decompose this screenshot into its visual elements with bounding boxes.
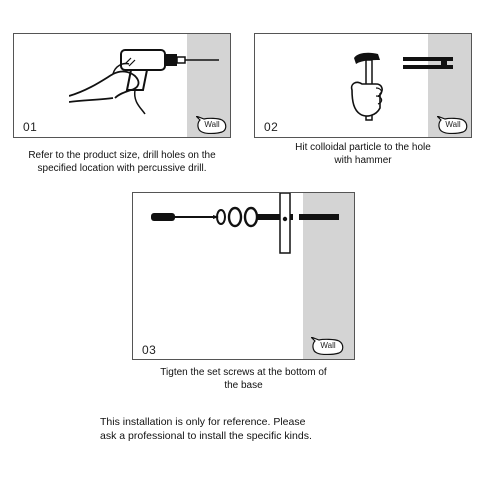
caption-line: with hammer bbox=[334, 155, 392, 166]
wall-label: Wall bbox=[204, 120, 220, 129]
step-1-panel bbox=[13, 33, 231, 138]
wall-callout-icon bbox=[437, 116, 469, 134]
step-1-caption bbox=[13, 149, 231, 175]
step-3-panel bbox=[132, 192, 355, 360]
step-number: 01 bbox=[23, 120, 38, 134]
anchor-icon bbox=[299, 213, 339, 221]
step-2-panel bbox=[254, 33, 472, 138]
footer-line: This installation is only for reference. Please bbox=[100, 416, 306, 428]
wall-label: Wall bbox=[445, 120, 461, 129]
wall-label: Wall bbox=[320, 341, 336, 350]
screwdriver-icon bbox=[151, 211, 221, 223]
caption-line: Tigten the set screws at the bottom of bbox=[160, 367, 327, 378]
drill-icon bbox=[69, 38, 231, 118]
step-2-caption bbox=[254, 141, 472, 167]
hammer-icon bbox=[340, 44, 400, 124]
bracket-icon bbox=[279, 193, 291, 255]
footer-note bbox=[100, 415, 400, 443]
caption-line: Refer to the product size, drill holes on the bbox=[28, 150, 216, 161]
step-number: 02 bbox=[264, 120, 279, 134]
caption-line: the base bbox=[224, 380, 263, 391]
wall-callout-icon bbox=[311, 337, 345, 355]
caption-line: specified location with percussive drill. bbox=[37, 163, 207, 174]
anchor-icon bbox=[401, 54, 457, 74]
washer-icon bbox=[215, 206, 261, 228]
footer-line: ask a professional to install the specific kinds. bbox=[100, 430, 312, 442]
caption-line: Hit colloidal particle to the hole bbox=[295, 142, 431, 153]
wall-callout-icon bbox=[196, 116, 228, 134]
step-3-caption bbox=[132, 366, 355, 392]
step-number: 03 bbox=[142, 343, 157, 357]
